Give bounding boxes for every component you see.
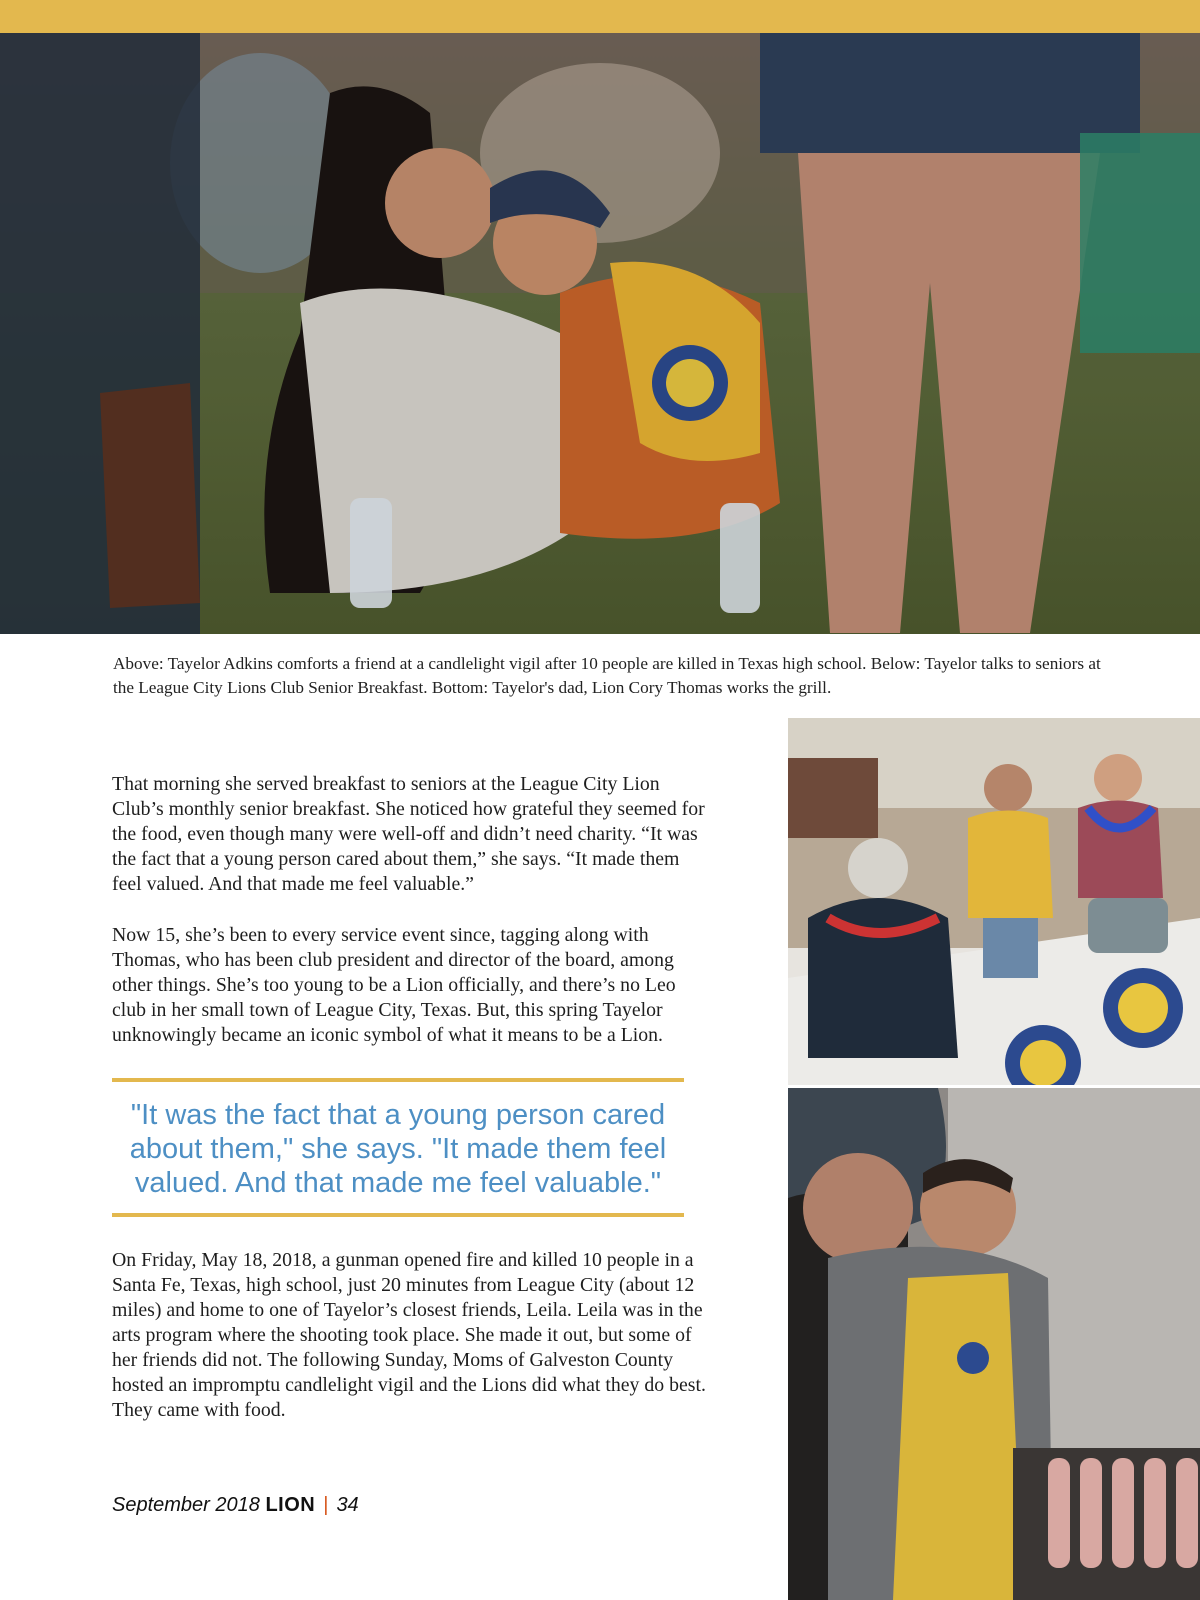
top-accent-bar (0, 0, 1200, 33)
grill-photo (788, 1088, 1200, 1600)
senior-breakfast-photo (788, 718, 1200, 1085)
article-paragraph-3: On Friday, May 18, 2018, a gunman opened fire and killed 10 people in a Santa Fe, Texas, high school, just 20 minutes from League City (about 12 miles) and home to one of Tayelor’s closest friends, Leila. Leila was in the arts program where the shooting took place. She made it out, but some of her friends did not. The following Sunday, Moms of Galveston County hosted an impromptu candlelight vigil and the Lions did what they do best. They came with food. (112, 1249, 706, 1421)
photo-caption: Above: Tayelor Adkins comforts a friend at a candlelight vigil after 10 people are killed in Texas high school. Below: Tayelor talks to seniors at the League City Lions Club Senior Breakfast. Bottom: Tayelor's dad, Lion Cory Thomas works the grill. (113, 654, 1101, 697)
vigil-photo (0, 33, 1200, 634)
pullquote-rule-bottom (112, 1213, 684, 1217)
pullquote-rule-top (112, 1078, 684, 1082)
footer-page-number: 34 (336, 1494, 359, 1516)
footer-issue: September 2018 (112, 1494, 260, 1516)
pullquote: "It was the fact that a young person cared about them," she says. "It made them feel valued. And that made me feel valuable." (129, 1099, 667, 1199)
footer-separator: | (323, 1494, 329, 1516)
article-paragraph-1: That morning she served breakfast to seniors at the League City Lion Club’s monthly senior breakfast. She noticed how grateful they seemed for the food, even though many were well-off and didn’t need charity. “It was the fact that a young person cared about them,” she says. “It made them feel valued. And that made me feel valuable.” (112, 773, 705, 895)
page-footer (112, 1494, 359, 1517)
article-paragraph-2: Now 15, she’s been to every service event since, tagging along with Thomas, who has been club president and director of the board, among other things. She’s too young to be a Lion officially, and there’s no Leo club in her small town of League City, Texas. But, this spring Tayelor unknowingly became an iconic symbol of what it means to be a Lion. (112, 924, 676, 1046)
footer-magazine: LION (265, 1494, 316, 1516)
